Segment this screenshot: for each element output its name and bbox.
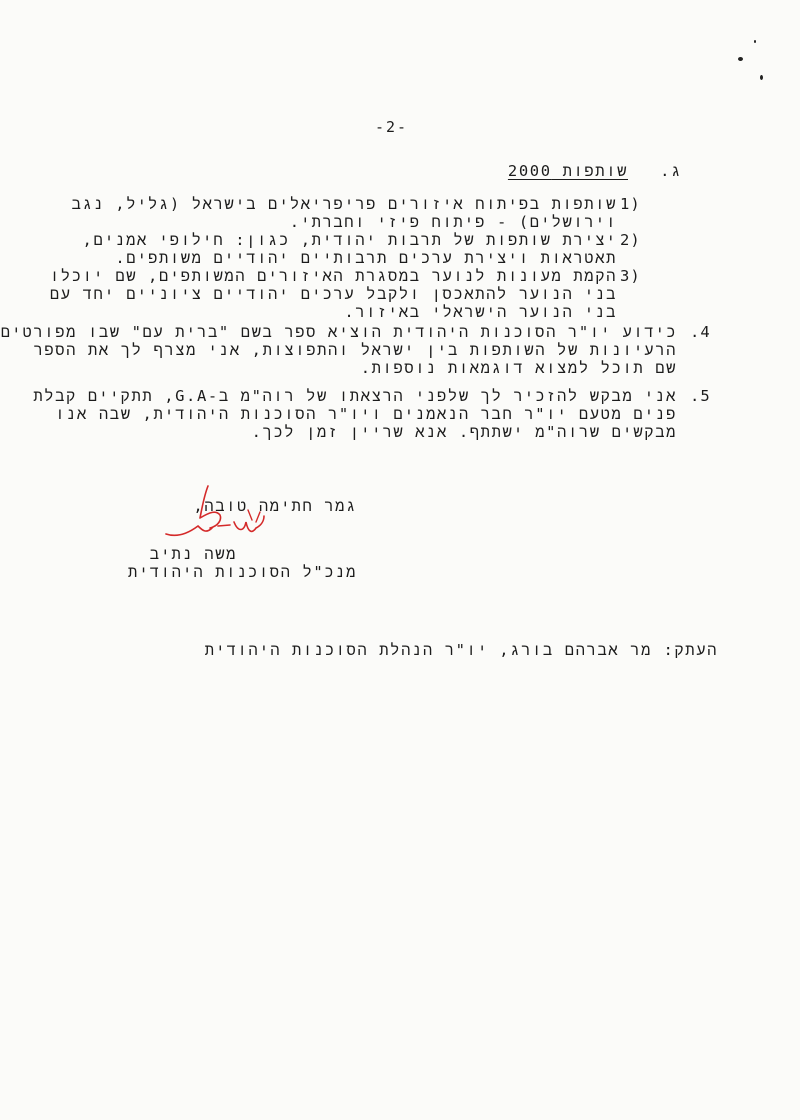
item-line: שותפות בפיתוח איזורים פריפריאלים בישראל (גליל, נגב <box>71 195 617 213</box>
section-label: ג. <box>660 162 682 180</box>
item-line: בני הנוער הישראלי באיזור. <box>344 303 617 321</box>
paragraph-line: מבקשים שרוה"מ ישתתף. אנא שריין זמן לכך. <box>251 423 677 441</box>
paragraph-line: שם תוכל למצוא דוגמאות נוספות. <box>360 359 677 377</box>
paragraph-line: פנים מטעם יו"ר חבר הנאמנים ויו"ר הסוכנות היהודית, שבה אנו <box>55 405 677 423</box>
item-number: 3) <box>620 267 641 285</box>
item-line: וירושלים) - פיתוח פיזי וחברתי. <box>289 213 617 231</box>
closing-greeting: גמר חתימה טובה, <box>193 497 357 515</box>
handwritten-signature <box>160 482 270 542</box>
signatory-title: מנכ"ל הסוכנות היהודית <box>127 563 357 581</box>
paragraph-line: אני מבקש להזכיר לך שלפני הרצאתו של רוה"מ ב-G.A, תתקיים קבלת <box>33 387 677 405</box>
paragraph-number: .4 <box>690 323 711 341</box>
signatory-name: משה נתיב <box>149 545 237 563</box>
item-number: 2) <box>620 231 641 249</box>
item-line: תאטראות ויצירת ערכים תרבותיים יהודיים משותפים. <box>115 249 617 267</box>
section-title: שותפות 2000 <box>507 162 628 180</box>
item-line: בני הנוער להתאכסן ולקבל ערכים יהודיים ציוניים יחד עם <box>49 285 617 303</box>
ink-speck <box>760 75 763 80</box>
cc-label: העתק: <box>663 641 718 659</box>
item-number: 1) <box>620 195 641 213</box>
ink-speck <box>754 40 756 43</box>
paragraph-number: .5 <box>690 387 711 405</box>
item-line: הקמת מעונות לנוער במסגרת האיזורים המשותפים, שם יוכלו <box>49 267 617 285</box>
paragraph-line: כידוע יו"ר הסוכנות היהודית הוציא ספר בשם "ברית עם" שבו מפורטים <box>0 323 677 341</box>
ink-speck <box>738 57 743 61</box>
cc-text: מר אברהם בורג, יו"ר הנהלת הסוכנות היהודית <box>204 641 652 659</box>
page-number: -2- <box>375 118 409 136</box>
item-line: יצירת שותפות של תרבות יהודית, כגון: חילופי אמנים, <box>82 231 617 249</box>
paragraph-line: הרעיונות של השותפות בין ישראל והתפוצות, אני מצרף לך את הספר <box>33 341 677 359</box>
